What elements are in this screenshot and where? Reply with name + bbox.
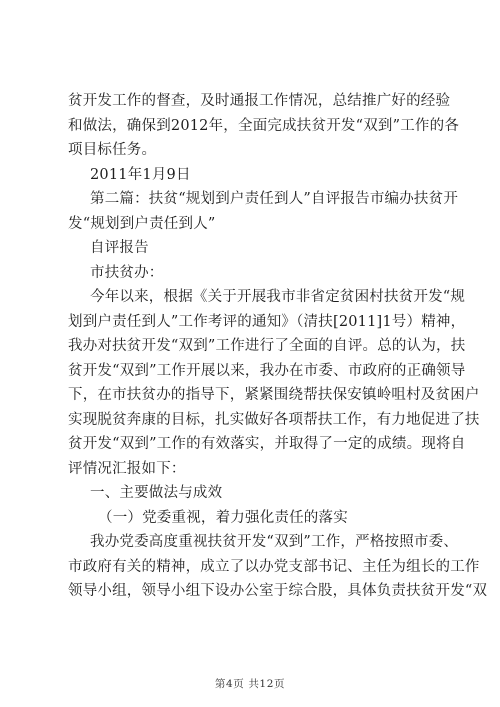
report-title: 自评报告 bbox=[90, 240, 149, 256]
page-footer: 第4页 共12页 bbox=[214, 678, 286, 690]
body-line: 贫开发工作的督查，及时通报工作情况，总结推广好的经验 bbox=[68, 93, 451, 109]
section-heading-cont: 发“规划到户责任到人” bbox=[68, 215, 216, 232]
body-line: 今年以来，根据《关于开展我市非省定贫困村扶贫开发“规 bbox=[90, 289, 466, 305]
body-line: 市政府有关的精神，成立了以办党支部书记、主任为组长的工作 bbox=[68, 558, 480, 575]
body-line: 下，在市扶贫办的指导下，紧紧围绕帮扶保安镇岭咀村及贫困户 bbox=[68, 387, 480, 403]
salutation: 市扶贫办： bbox=[90, 264, 164, 281]
subsection-heading: 一、主要做法与成效 bbox=[90, 485, 223, 501]
body-line: 项目标任务。 bbox=[68, 142, 157, 158]
body-line: 领导小组，领导小组下设办公室于综合股，具体负责扶贫开发“双 bbox=[68, 583, 488, 599]
body-line: 和做法，确保到2012年，全面完成扶贫开发“双到”工作的各 bbox=[68, 117, 460, 134]
body-line: 划到户责任到人”工作考评的通知》（清扶[2011]1号）精神， bbox=[68, 313, 466, 330]
body-line: 我办党委高度重视扶贫开发“双到”工作，严格按照市委、 bbox=[90, 534, 459, 550]
body-line: 贫开发“双到”工作开展以来，我办在市委、市政府的正确领导 bbox=[68, 362, 466, 379]
body-line: 评情况汇报如下： bbox=[68, 460, 186, 477]
date-line: 2011年1月9日 bbox=[90, 166, 191, 183]
document-body bbox=[68, 89, 488, 604]
body-line: 实现脱贫奔康的目标，扎实做好各项帮扶工作，有力地促进了扶 bbox=[68, 411, 480, 428]
body-line: 贫开发“双到”工作的有效落实，并取得了一定的成绩。现将自 bbox=[68, 436, 466, 452]
subsection-heading: （一）党委重视，着力强化责任的落实 bbox=[98, 509, 348, 526]
section-heading: 第二篇：扶贫“规划到户责任到人”自评报告市编办扶贫开 bbox=[90, 191, 459, 207]
body-line: 我办对扶贫开发“双到”工作进行了全面的自评。总的认为，扶 bbox=[68, 338, 466, 354]
